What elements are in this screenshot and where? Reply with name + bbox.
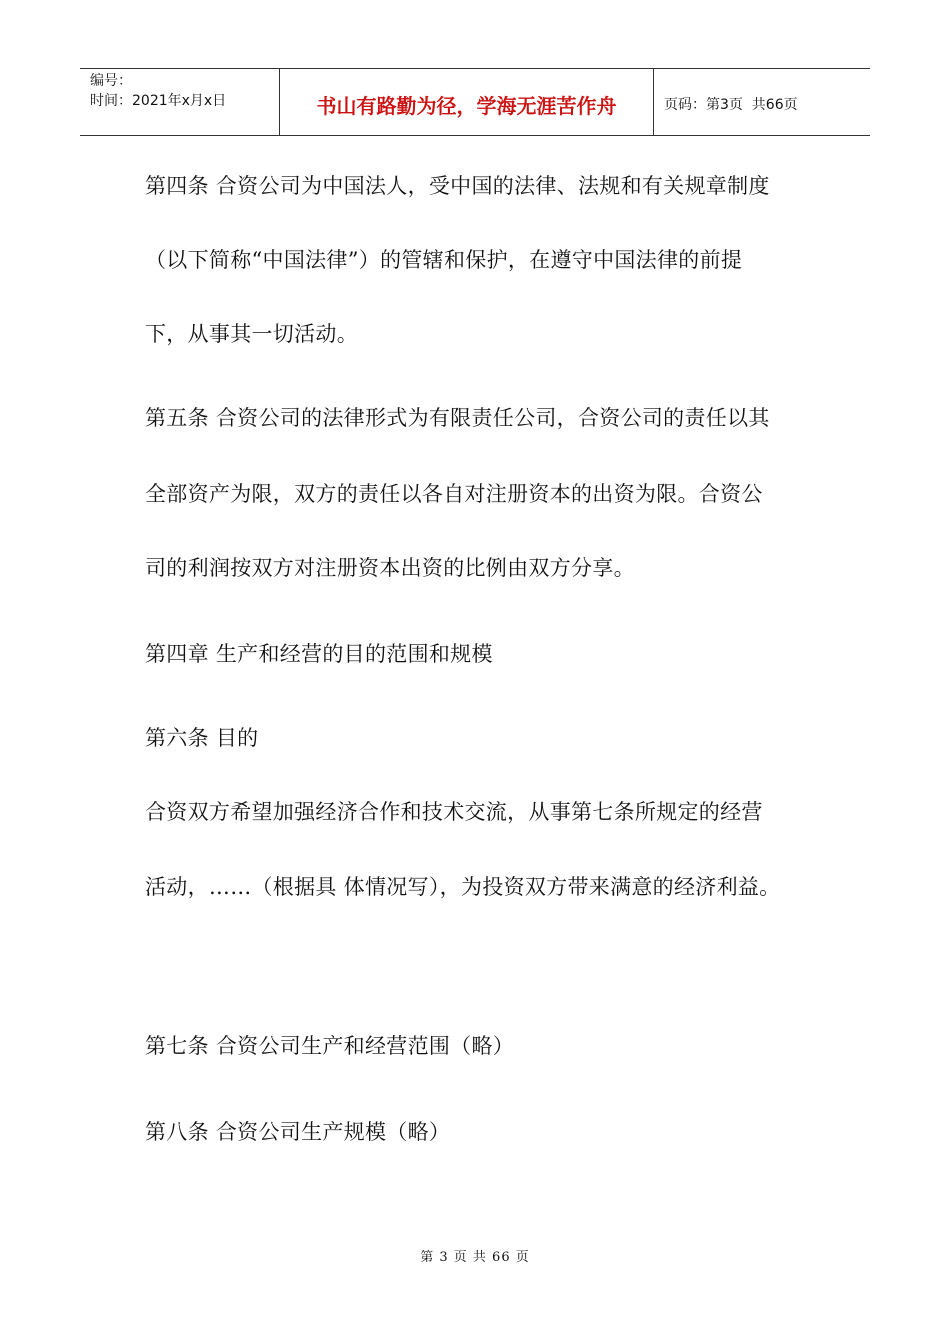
body-line: 司的利润按双方对注册资本出资的比例由双方分享。 [145,556,635,580]
body-line: 第七条 合资公司生产和经营范围（略） [145,1034,515,1058]
header-meta [80,69,280,135]
body-line: 下，从事其一切活动。 [145,322,358,346]
body-line: 第五条 合资公司的法律形式为有限责任公司，合资公司的责任以其 [145,406,770,430]
page-header [80,68,870,136]
chapter-heading: 第四章 生产和经营的目的范围和规模 [145,642,493,666]
body-line: 第八条 合资公司生产规模（略） [145,1120,451,1144]
body-line: 活动，……（根据具 体情况写），为投资双方带来满意的经济利益。 [145,875,781,899]
body-line: 第四条 合资公司为中国法人，受中国的法律、法规和有关规章制度 [145,174,770,198]
page-footer [0,1246,950,1265]
header-motto: 书山有路勤为径，学海无涯苦作舟 [280,69,654,135]
body-line: （以下简称“中国法律”）的管辖和保护，在遵守中国法律的前提 [145,248,743,272]
body-line: 全部资产为限，双方的责任以各自对注册资本的出资为限。合资公 [145,482,763,506]
body-line: 合资双方希望加强经济合作和技术交流，从事第七条所规定的经营 [145,800,763,824]
article-heading: 第六条 目的 [145,726,259,750]
footer-page-number: 第 3 页 共 66 页 [420,1250,530,1265]
header-page-text: 页码：第3页 共66页 [664,97,798,113]
document-number-label: 编号： [90,73,132,89]
document-date-label: 时间：2021年x月x日 [90,93,227,109]
header-page-info [654,69,870,135]
